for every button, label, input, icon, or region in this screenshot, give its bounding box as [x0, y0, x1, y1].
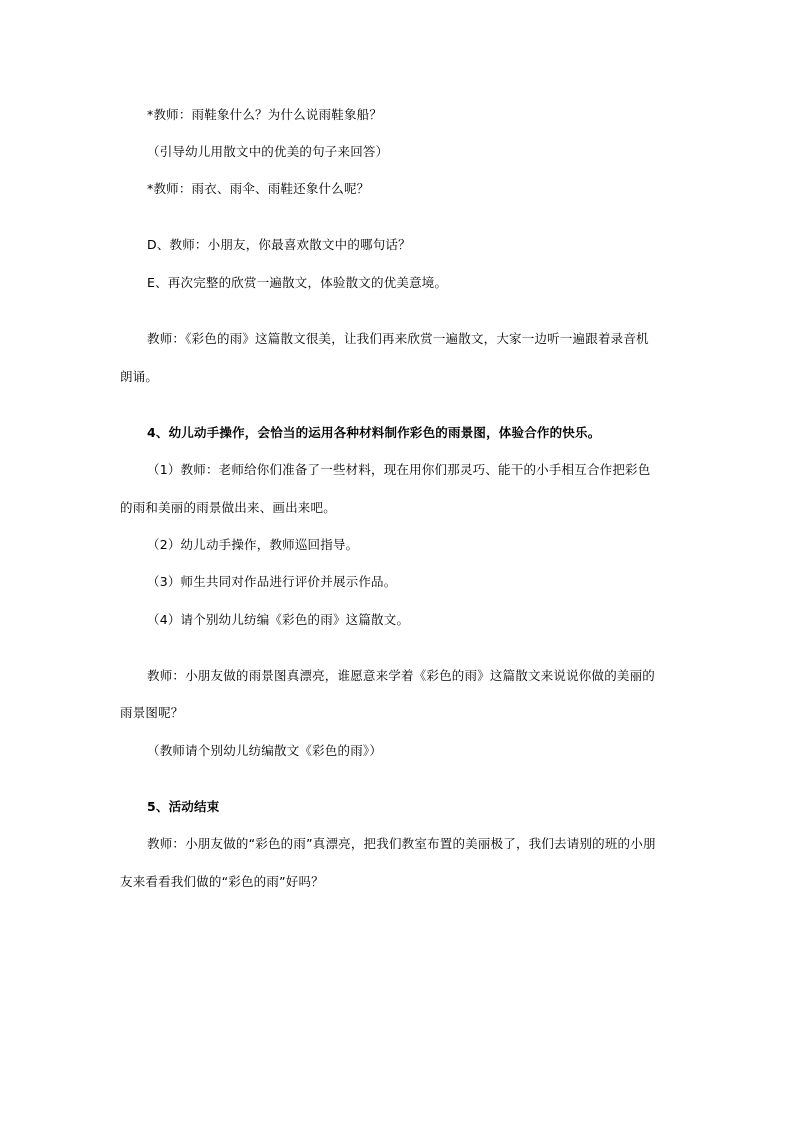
paragraph-teacher-line1: 教师：《彩色的雨》这篇散文很美，让我们再来欣赏一遍散文，大家一边听一遍跟着录音机 [147, 331, 649, 346]
section-heading-5: 5、活动结束 [147, 799, 220, 814]
paragraph-question-raincoat: *教师：雨衣、雨伞、雨鞋还象什么呢？ [147, 181, 370, 196]
substep-1-line2: 的雨和美丽的雨景做出来、画出来吧。 [120, 500, 336, 515]
substep-4: （4）请个别幼儿纺编《彩色的雨》这篇散文。 [147, 612, 410, 627]
paragraph-rain-scene-line2: 雨景图呢？ [120, 705, 184, 720]
paragraph-teacher-invites: （教师请个别幼儿纺编散文《彩色的雨》） [147, 743, 383, 758]
paragraph-guide-note: （引导幼儿用散文中的优美的句子来回答） [147, 144, 389, 159]
section-heading-4: 4、幼儿动手操作，会恰当的运用各种材料制作彩色的雨景图，体验合作的快乐。 [147, 425, 601, 440]
paragraph-closing-line2: 友来看看我们做的“彩色的雨”好吗？ [120, 874, 324, 889]
substep-3: （3）师生共同对作品进行评价并展示作品。 [147, 574, 397, 589]
paragraph-step-d: D、教师：小朋友，你最喜欢散文中的哪句话？ [147, 237, 411, 252]
paragraph-teacher-line2: 朗诵。 [120, 369, 159, 384]
substep-2: （2）幼儿动手操作，教师巡回指导。 [147, 537, 359, 552]
paragraph-question-boots: *教师：雨鞋象什么？为什么说雨鞋象船？ [147, 107, 383, 122]
paragraph-rain-scene-line1: 教师：小朋友做的雨景图真漂亮，谁愿意来学着《彩色的雨》这篇散文来说说你做的美丽的 [147, 668, 656, 683]
paragraph-closing-line1: 教师：小朋友做的“彩色的雨”真漂亮，把我们教室布置的美丽极了，我们去请别的班的小朋 [147, 836, 656, 851]
paragraph-step-e: E、再次完整的欣赏一遍散文，体验散文的优美意境。 [147, 275, 448, 290]
substep-1-line1: （1）教师：老师给你们准备了一些材料，现在用你们那灵巧、能干的小手相互合作把彩色 [147, 462, 651, 477]
